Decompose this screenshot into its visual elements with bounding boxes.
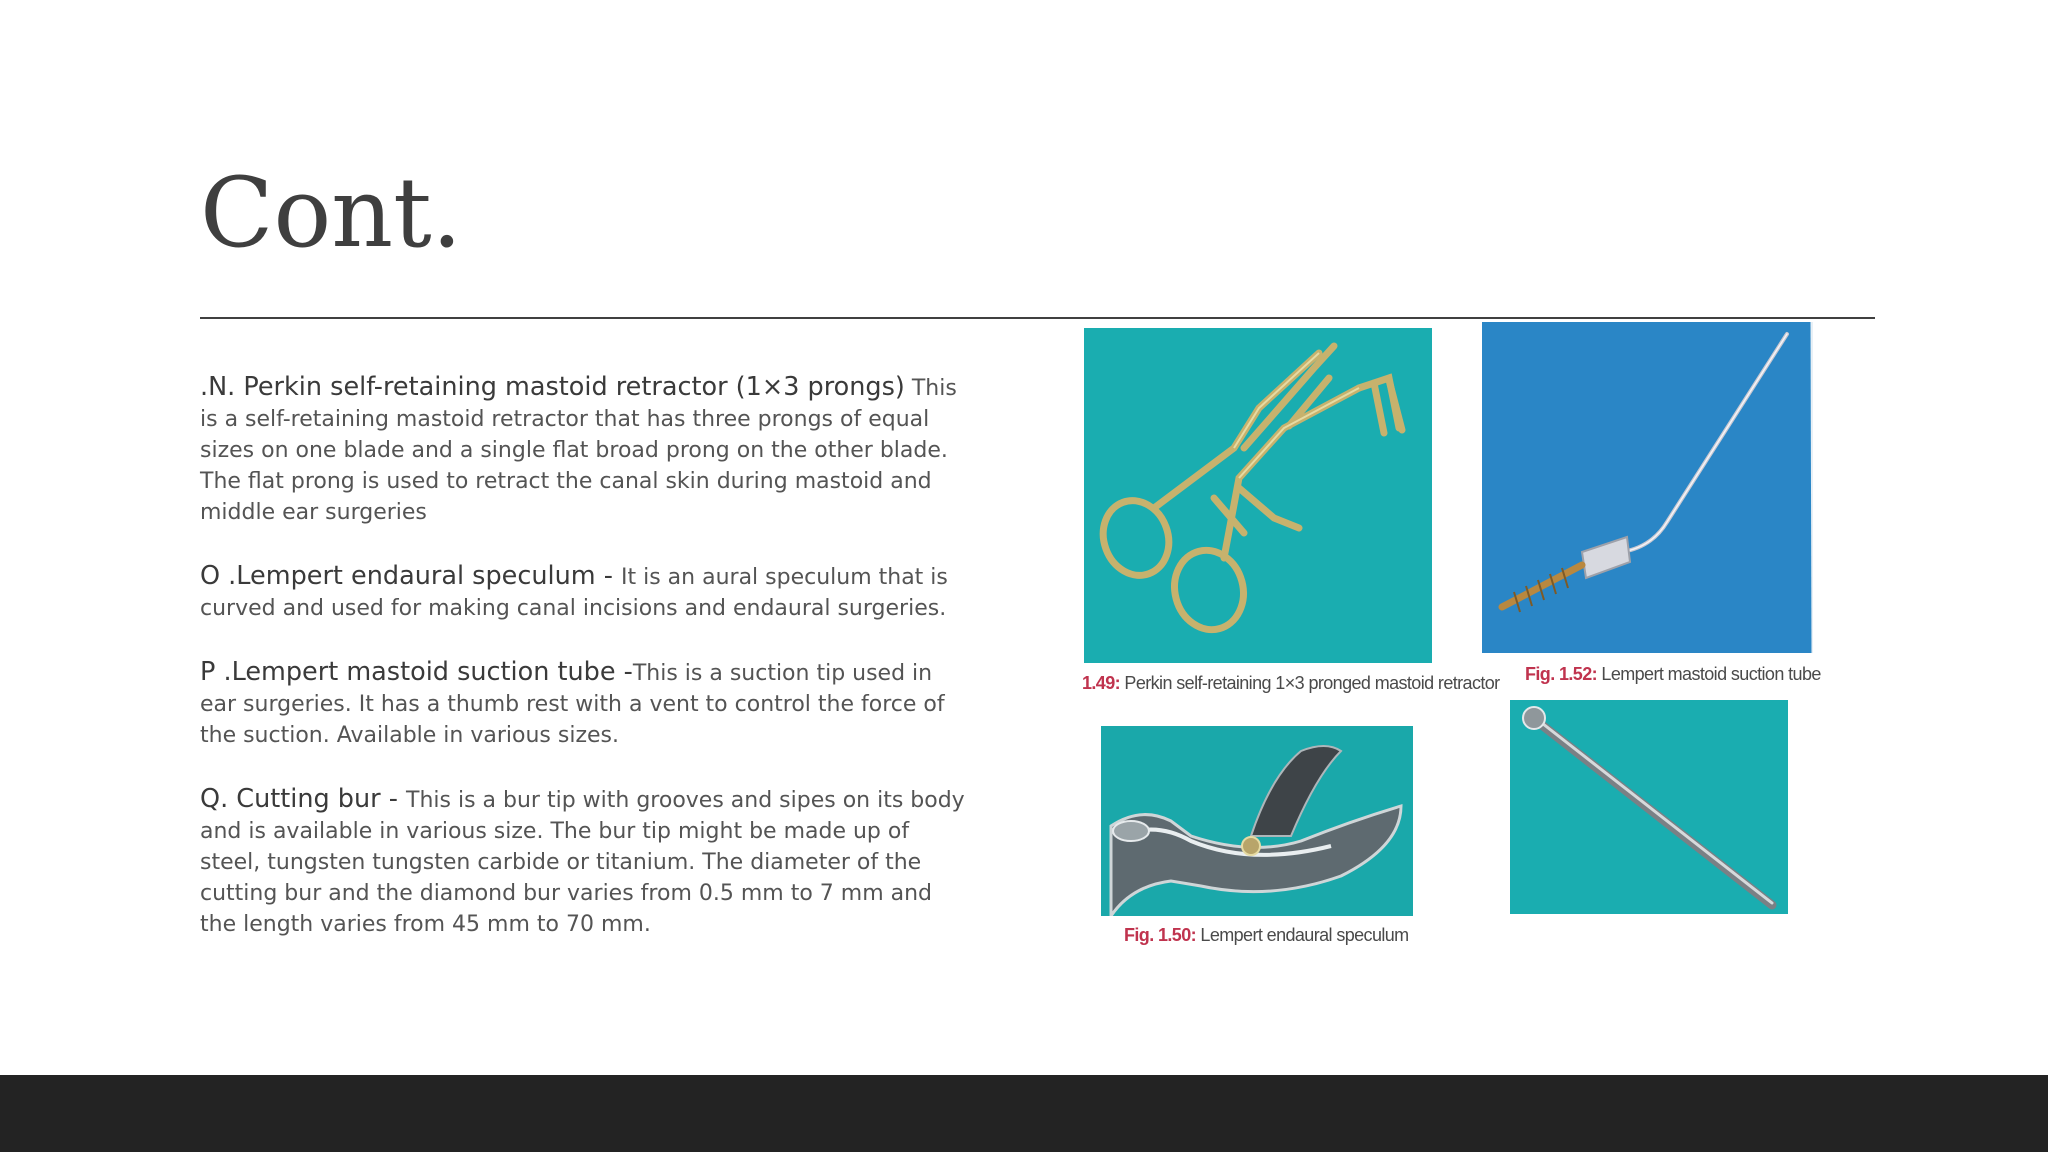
retractor-illustration	[1084, 328, 1432, 663]
speculum-photo	[1101, 726, 1413, 916]
figure-number: Fig. 1.52:	[1525, 664, 1598, 684]
item-title: .N. Perkin self-retaining mastoid retractor (1×3 prongs)	[200, 372, 905, 402]
figure-number: 1.49:	[1082, 673, 1121, 693]
figure-caption-text: Lempert mastoid suction tube	[1597, 664, 1821, 684]
item-description: It is an aural speculum that is curved and used for making canal incisions and endaural surgeries.	[200, 565, 948, 621]
retractor-photo	[1084, 328, 1432, 663]
suction-tube-photo	[1482, 322, 1813, 653]
figure-caption-text: Lempert endaural speculum	[1196, 925, 1409, 945]
instrument-list	[200, 372, 975, 973]
item-title: O .Lempert endaural speculum -	[200, 561, 621, 591]
suction-tube-illustration	[1482, 322, 1813, 653]
item-description: This is a self-retaining mastoid retractor that has three prongs of equal sizes on one blade and a single flat broad prong on the other blade. The flat prong is used to retract the canal skin during mastoid and middle ear surgeries	[200, 376, 957, 525]
item-title: Q. Cutting bur -	[200, 784, 407, 814]
title-divider	[200, 317, 1875, 319]
item-lempert-speculum	[200, 561, 975, 624]
figure-caption-text: Perkin self-retaining 1×3 pronged mastoid retractor	[1120, 673, 1500, 693]
speculum-caption	[1124, 925, 1409, 946]
item-lempert-suction-tube	[200, 657, 975, 751]
item-perkin-retractor	[200, 372, 975, 528]
cutting-bur-photo	[1510, 700, 1788, 914]
item-title: P .Lempert mastoid suction tube -	[200, 657, 633, 687]
footer-bar	[0, 1075, 2048, 1152]
item-cutting-bur	[200, 784, 975, 940]
item-description: This is a suction tip used in ear surgeries. It has a thumb rest with a vent to control the force of the suction. Available in various sizes.	[200, 661, 945, 748]
speculum-illustration	[1101, 726, 1413, 916]
retractor-caption	[1082, 673, 1500, 694]
figure-number: Fig. 1.50:	[1124, 925, 1197, 945]
suction-tube-caption	[1525, 664, 1821, 685]
item-description: This is a bur tip with grooves and sipes on its body and is available in various size. The bur tip might be made up of steel, tungsten tungsten carbide or titanium. The diameter of the cutting bur and the diamond bur varies from 0.5 mm to 7 mm and the length varies from 45 mm to 70 mm.	[200, 788, 965, 937]
cutting-bur-illustration	[1510, 700, 1788, 914]
slide-title: Cont.	[200, 157, 463, 269]
